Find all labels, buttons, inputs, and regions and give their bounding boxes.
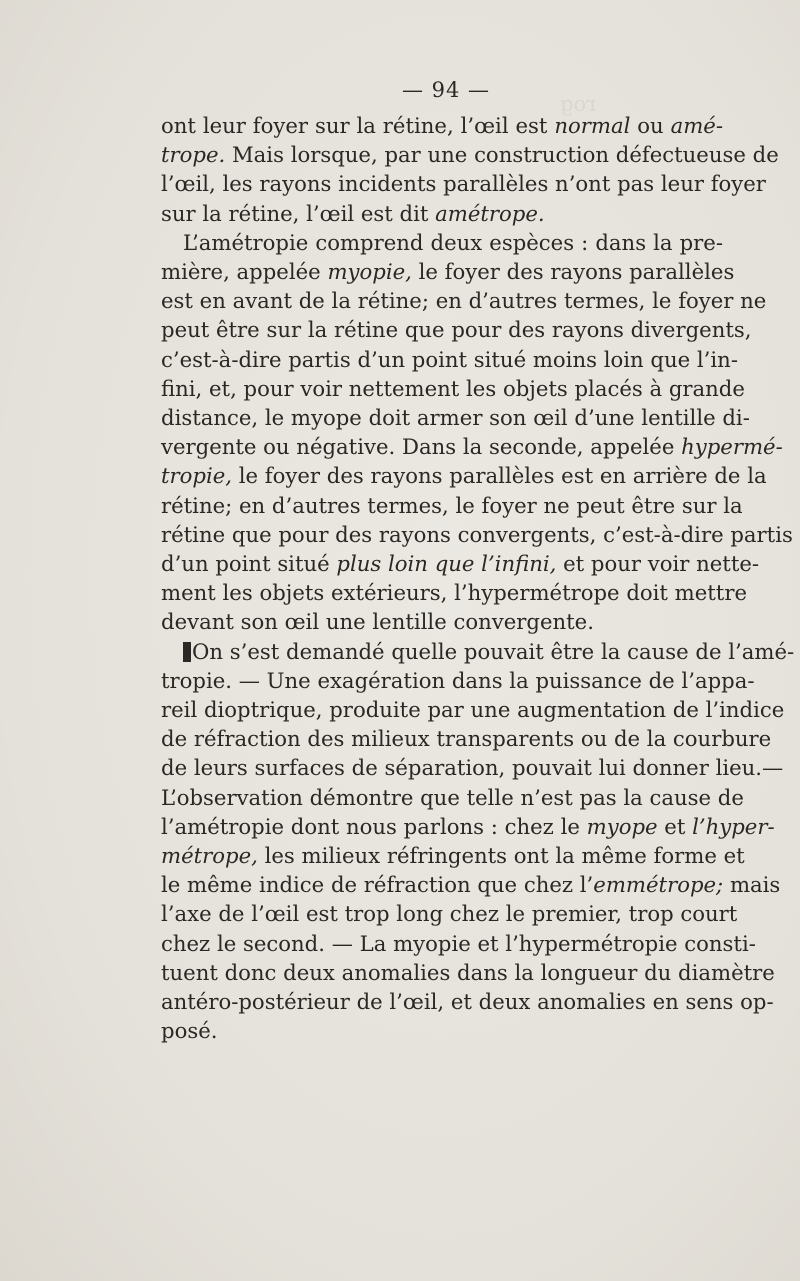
italic-text: amétrope. <box>435 200 545 226</box>
italic-text: hypermé- <box>681 434 783 460</box>
text-run: l’amétropie dont nous parlons : chez le <box>161 813 587 839</box>
text-run: est en avant de la rétine; en d’autres termes, le foyer ne <box>161 288 767 314</box>
text-line <box>161 841 745 870</box>
text-line <box>161 783 744 812</box>
text-run: tropie. — Une exagération dans la puissance de l’appa- <box>161 667 755 693</box>
text-run: mais <box>723 872 781 898</box>
text-line <box>161 637 795 666</box>
text-run: l’œil, les rayons incidents parallèles n’ont pas leur foyer <box>161 171 766 197</box>
text-run: d’un point situé <box>161 551 337 577</box>
text-line <box>161 899 738 928</box>
text-run: mière, appelée <box>161 259 328 285</box>
italic-text: myopie, <box>327 259 412 285</box>
text-run: le foyer des rayons parallèles <box>411 259 735 285</box>
text-run: reil dioptrique, produite par une augmentation de l’indice <box>161 697 785 723</box>
text-line <box>161 199 723 228</box>
text-run: rétine que pour des rayons convergents, c’est-à-dire partis <box>161 521 793 547</box>
text-line <box>161 403 750 432</box>
text-line <box>161 607 723 636</box>
text-run: distance, le myope doit armer son œil d’une lentille di- <box>161 405 750 431</box>
text-run: ou <box>630 113 671 138</box>
text-line <box>161 491 743 520</box>
text-line <box>161 724 772 753</box>
text-run: le même indice de réfraction que chez l’ <box>161 872 594 898</box>
body-text <box>161 111 795 1046</box>
text-line <box>161 958 775 987</box>
text-run: ment les objets extérieurs, l’hypermétrope doit mettre <box>161 580 747 606</box>
text-line <box>161 228 723 257</box>
text-line <box>161 549 760 578</box>
text-line <box>161 666 755 695</box>
italic-text: trope. <box>161 142 226 168</box>
paragraph-3 <box>161 637 795 1046</box>
paragraph-mark-icon <box>183 642 191 662</box>
text-run: tuent donc deux anomalies dans la longueur du diamètre <box>161 959 775 985</box>
paragraph-2 <box>161 228 793 637</box>
italic-text: métrope, <box>161 843 258 869</box>
text-run: fini, et, pour voir nettement les objets placés à grande <box>161 375 745 401</box>
italic-text: normal <box>554 113 631 138</box>
text-run: et pour voir nette- <box>556 551 760 577</box>
text-line <box>161 432 783 461</box>
italic-text: myope <box>586 813 658 839</box>
page-number: — 94 — <box>401 78 491 102</box>
text-run: L’amétropie comprend deux espèces : dans la pre- <box>183 229 723 255</box>
text-run: ont leur foyer sur la rétine, l’œil est <box>161 113 555 138</box>
text-line <box>161 695 785 724</box>
text-line <box>161 1016 723 1045</box>
italic-text: l’hyper- <box>692 813 775 839</box>
text-line <box>161 257 735 286</box>
text-line <box>161 987 774 1016</box>
text-run: antéro-postérieur de l’œil, et deux anomalies en sens op- <box>161 989 774 1015</box>
text-line <box>161 140 779 169</box>
text-run: L’observation démontre que telle n’est pas la cause de <box>161 784 744 810</box>
text-run: posé. <box>161 1018 218 1044</box>
text-line <box>161 578 747 607</box>
text-line <box>161 345 738 374</box>
text-run: le foyer des rayons parallèles est en arrière de la <box>232 463 767 489</box>
text-line <box>161 753 784 782</box>
show-through-text: rog <box>560 92 597 116</box>
text-line <box>161 812 775 841</box>
text-run: peut être sur la rétine que pour des rayons divergents, <box>161 317 752 343</box>
text-run: et <box>657 813 693 839</box>
text-run: rétine; en d’autres termes, le foyer ne peut être sur la <box>161 492 743 518</box>
text-line <box>161 374 745 403</box>
text-line <box>161 111 723 140</box>
text-run: devant son œil une lentille convergente. <box>161 609 594 635</box>
text-run: de leurs surfaces de séparation, pouvait lui donner lieu.— <box>161 755 784 781</box>
text-run: c’est-à-dire partis d’un point situé moins loin que l’in- <box>161 346 738 372</box>
italic-text: plus loin que l’infini, <box>336 551 557 577</box>
text-run: de réfraction des milieux transparents ou de la courbure <box>161 726 772 752</box>
text-run: vergente ou négative. Dans la seconde, appelée <box>161 434 682 460</box>
text-line <box>161 315 752 344</box>
text-line <box>161 286 767 315</box>
text-run: Mais lorsque, par une construction défectueuse de <box>225 142 779 168</box>
text-run: l’axe de l’œil est trop long chez le premier, trop court <box>161 901 738 927</box>
text-line <box>161 461 767 490</box>
text-line <box>161 929 756 958</box>
text-run: On s’est demandé quelle pouvait être la cause de l’amé- <box>192 638 795 664</box>
text-line <box>161 870 781 899</box>
text-run: les milieux réfringents ont la même forme et <box>257 843 745 869</box>
text-line <box>161 520 793 549</box>
italic-text: tropie, <box>161 463 233 489</box>
text-line <box>161 169 766 198</box>
text-run: sur la rétine, l’œil est dit <box>161 200 436 226</box>
paragraph-1 <box>161 111 779 228</box>
italic-text: emmétrope; <box>593 872 724 898</box>
text-run: chez le second. — La myopie et l’hypermétropie consti- <box>161 930 756 956</box>
italic-text: amé- <box>670 113 723 138</box>
